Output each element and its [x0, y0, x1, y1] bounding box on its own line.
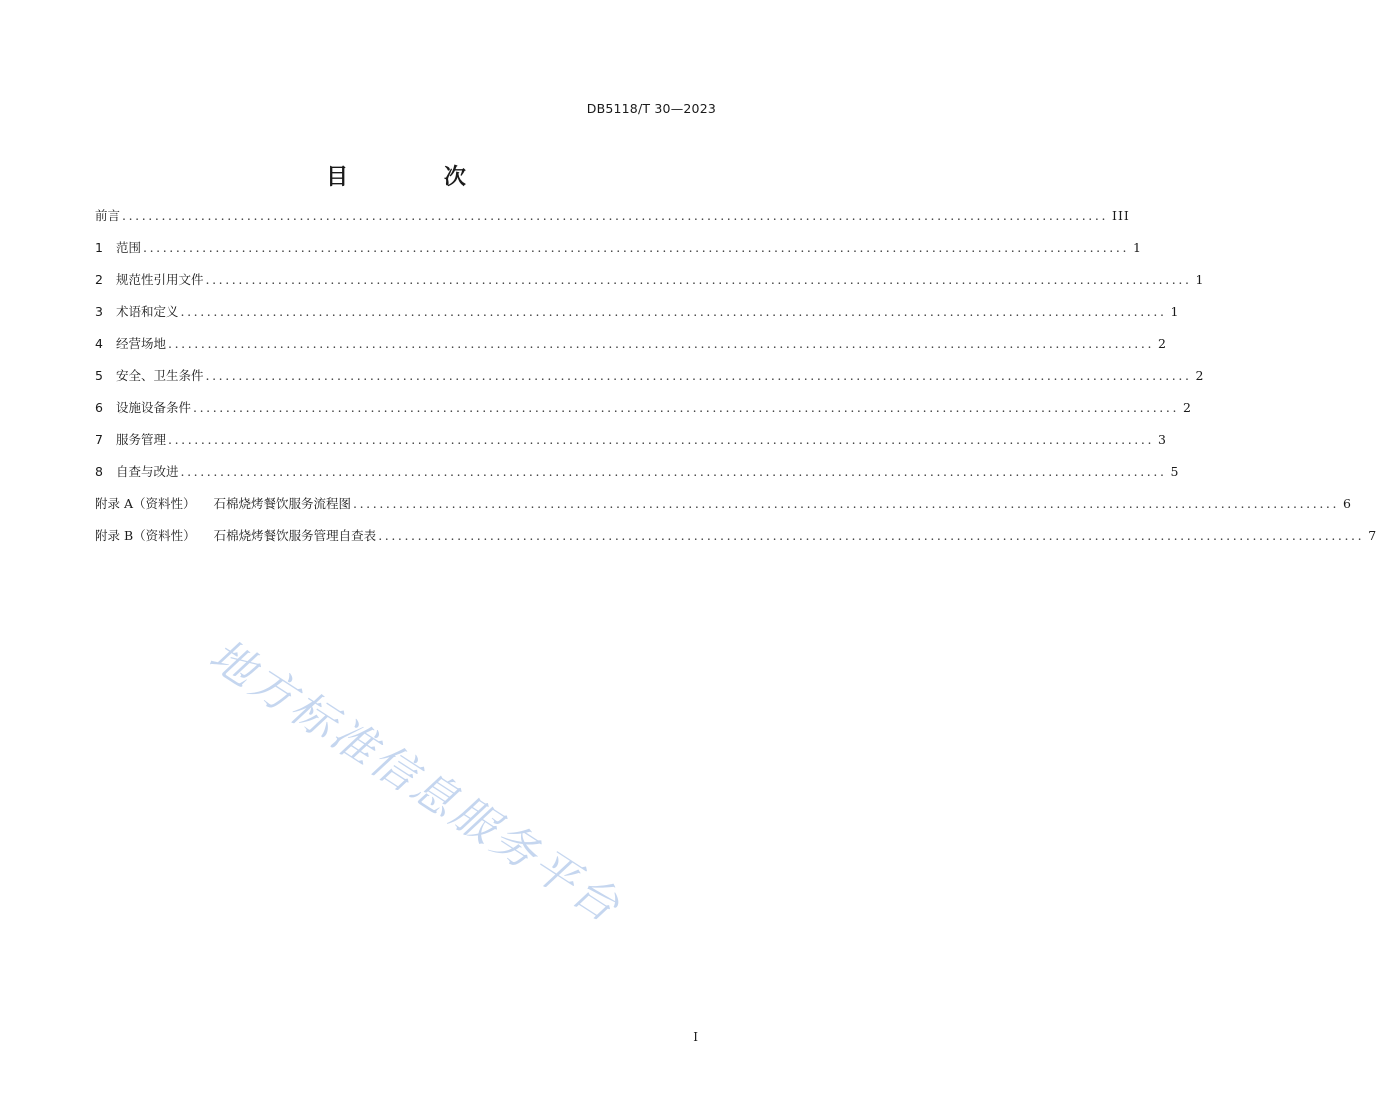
toc-entry-label: 安全、卫生条件: [116, 368, 204, 383]
dot-leader: ......................................................................................................................................................: [205, 368, 1192, 383]
toc-entry-page: 3: [1158, 432, 1167, 447]
toc-entry-page: 6: [1343, 496, 1352, 511]
dot-leader: ......................................................................................................................................................: [122, 208, 1109, 223]
toc-entry-label: 术语和定义: [116, 304, 179, 319]
toc-entry-page: III: [1112, 208, 1130, 223]
toc-entry-page: 7: [1368, 528, 1377, 543]
dot-leader: ......................................................................................................................................................: [168, 432, 1155, 447]
document-code: DB5118/T 30—2023: [586, 101, 716, 116]
toc-entry-page: 2: [1158, 336, 1167, 351]
toc-entry-normative-references[interactable]: [95, 270, 1205, 302]
watermark: 地方标准信息服务平台: [200, 629, 631, 934]
toc-entry-label: [95, 526, 376, 544]
toc-entry-number: 3: [95, 304, 103, 319]
appendix-title: 石棉烧烤餐饮服务管理自查表: [213, 528, 377, 543]
toc-entry-label: 规范性引用文件: [116, 272, 204, 287]
toc-entry-label: [95, 494, 351, 512]
toc-entry-number: 1: [95, 240, 103, 255]
toc-entry-foreword[interactable]: [95, 206, 1130, 238]
toc-entry-page: 5: [1170, 464, 1180, 479]
dot-leader: ......................................................................................................................................................: [353, 496, 1340, 511]
toc-entry-label: 经营场地: [116, 336, 167, 351]
appendix-label: 附录 B（资料性）: [95, 528, 196, 543]
toc-title: 目 次: [326, 165, 510, 190]
dot-leader: ......................................................................................................................................................: [180, 304, 1167, 319]
toc-entry-scope[interactable]: [95, 238, 1142, 270]
toc-entry-appendix-a[interactable]: [95, 494, 1352, 526]
toc-entry-label: 设施设备条件: [116, 400, 192, 415]
dot-leader: ......................................................................................................................................................: [143, 240, 1130, 255]
toc-entry-number: 7: [95, 432, 103, 447]
toc-entry-page: 2: [1195, 368, 1205, 383]
page-number: I: [693, 1030, 698, 1044]
toc-entry-number: 2: [95, 272, 103, 287]
dot-leader: ......................................................................................................................................................: [378, 528, 1365, 543]
toc-entry-facilities[interactable]: [95, 398, 1192, 430]
toc-entry-page: 1: [1170, 304, 1180, 319]
toc-entry-appendix-b[interactable]: [95, 526, 1377, 558]
table-of-contents: [95, 206, 1377, 558]
toc-entry-label: 自查与改进: [116, 464, 179, 479]
toc-entry-terms-definitions[interactable]: [95, 302, 1180, 334]
toc-entry-page: 1: [1195, 272, 1205, 287]
appendix-title: 石棉烧烤餐饮服务流程图: [213, 496, 352, 511]
toc-entry-number: 4: [95, 336, 103, 351]
toc-entry-premises[interactable]: [95, 334, 1167, 366]
dot-leader: ......................................................................................................................................................: [168, 336, 1155, 351]
toc-entry-number: 8: [95, 464, 103, 479]
appendix-label: 附录 A（资料性）: [95, 496, 196, 511]
toc-entry-label: 范围: [116, 240, 142, 255]
toc-entry-label: 服务管理: [116, 432, 167, 447]
toc-entry-safety-hygiene[interactable]: [95, 366, 1205, 398]
toc-entry-service-management[interactable]: [95, 430, 1167, 462]
toc-entry-label: 前言: [95, 208, 121, 223]
toc-entry-self-inspection[interactable]: [95, 462, 1180, 494]
dot-leader: ......................................................................................................................................................: [180, 464, 1167, 479]
toc-entry-page: 1: [1133, 240, 1142, 255]
dot-leader: ......................................................................................................................................................: [205, 272, 1192, 287]
dot-leader: ......................................................................................................................................................: [193, 400, 1180, 415]
toc-entry-number: 5: [95, 368, 103, 383]
toc-entry-page: 2: [1183, 400, 1192, 415]
toc-entry-number: 6: [95, 400, 103, 415]
